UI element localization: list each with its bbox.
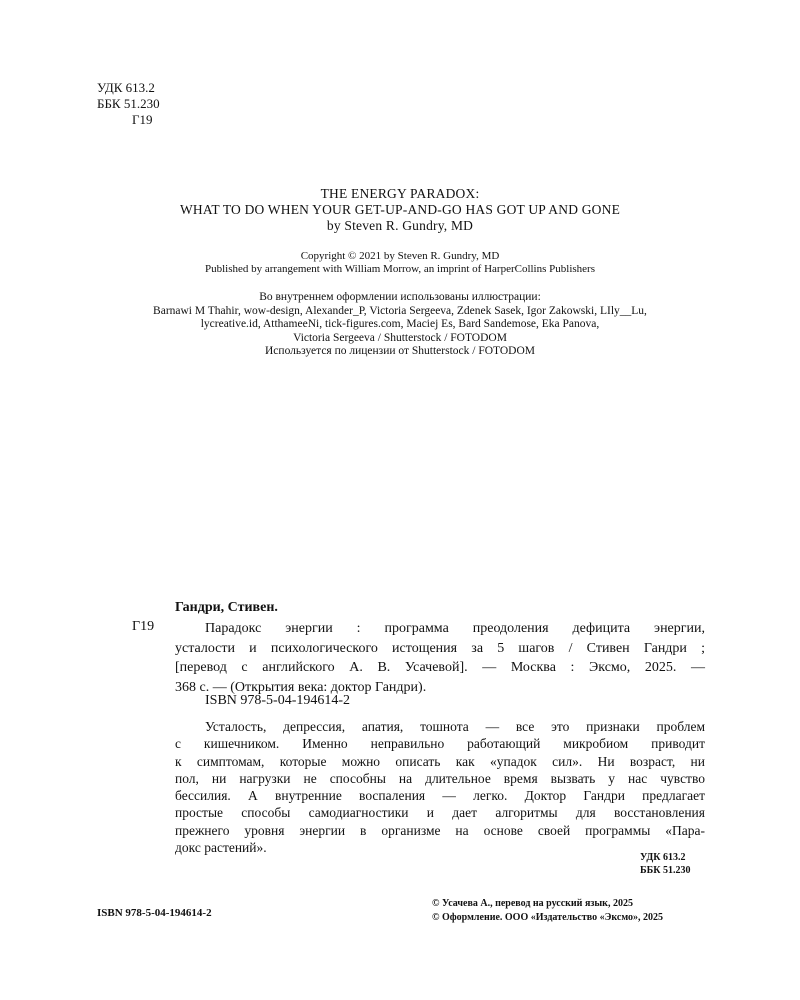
annotation-line: простые способы самодиагностики и дает алгоритмы для восстановления: [175, 805, 705, 821]
bbk-code: ББК 51.230: [97, 96, 160, 111]
copyright-block: [60, 250, 740, 276]
bibliographic-line: усталости и психологического истощения за 5 шагов / Стивен Гандри ;: [175, 640, 705, 656]
annotation-line: к симптомам, которые можно описать как «упадок сил». Ни возраст, ни: [175, 753, 705, 769]
original-title-block: [60, 186, 740, 234]
footer-copyrights: [432, 897, 663, 925]
bibliographic-mark: Г19: [132, 619, 155, 634]
classification-block-top: [97, 80, 160, 128]
copyright-line-1: Copyright © 2021 by Steven R. Gundry, MD: [300, 250, 500, 262]
udk-code: УДК 613.2: [97, 80, 155, 95]
annotation-line: с кишечником. Именно неправильно работающий микробиом приводит: [175, 736, 705, 752]
copyright-line-2: Published by arrangement with William Morrow, an imprint of HarperCollins Publishers: [204, 263, 595, 275]
original-title-line-1: THE ENERGY PARADOX:: [320, 186, 480, 201]
bibliographic-description: [175, 619, 705, 697]
copyright-translation: © Усачева А., перевод на русский язык, 2025: [432, 898, 633, 909]
udk-code-bottom: УДК 613.2: [640, 852, 686, 863]
bibliographic-line: [перевод с английского А. В. Усачевой]. — Москва : Эксмо, 2025. —: [175, 660, 705, 675]
illustrations-line-4: Victoria Sergeeva / Shutterstock / FOTODOM: [293, 331, 507, 344]
annotation-line: докс растений».: [175, 840, 267, 856]
illustrations-line-3: lycreative.id, AtthameeNi, tick-figures.com, Maciej Es, Bard Sandemose, Eka Panova,: [200, 318, 600, 330]
annotation-line: прежнего уровня энергии в организме на основе своей программы «Пара-: [175, 822, 705, 838]
bbk-code-bottom: ББК 51.230: [640, 865, 691, 876]
illustrations-line-2: Barnawi M Thahir, wow-design, Alexander_P, Victoria Sergeeva, Zdenek Sasek, Igor Zakowski, LIly__Lu,: [153, 304, 647, 317]
bibliographic-line: Парадокс энергии : программа преодоления дефицита энергии,: [205, 621, 705, 636]
illustrations-credits: [60, 291, 740, 359]
annotation-line: пол, ни нагрузки не способны на длительное время вызвать у нас чувство: [175, 770, 705, 786]
annotation-line: бессилия. А внутренние воспаления — легко. Доктор Гандри предлагает: [175, 788, 705, 804]
isbn-footer: ISBN 978-5-04-194614-2: [97, 907, 212, 919]
annotation-line: Усталость, депрессия, апатия, тошнота — все это признаки проблем: [205, 719, 705, 734]
author-mark: Г19: [132, 112, 153, 127]
bibliographic-line: 368 с. — (Открытия века: доктор Гандри).: [175, 679, 427, 695]
illustrations-line-5: Используется по лицензии от Shutterstock / FOTODOM: [265, 345, 535, 357]
illustrations-line-1: Во внутреннем оформлении использованы иллюстрации:: [259, 291, 541, 303]
isbn-main: ISBN 978-5-04-194614-2: [205, 693, 351, 708]
copyright-design: © Оформление. ООО «Издательство «Эксмо», 2025: [432, 912, 663, 923]
bibliographic-author: Гандри, Стивен.: [175, 600, 278, 615]
annotation: [175, 718, 705, 856]
original-title-line-2: WHAT TO DO WHEN YOUR GET-UP-AND-GO HAS GOT UP AND GONE: [179, 202, 621, 217]
classification-block-bottom: [640, 851, 690, 877]
original-author: by Steven R. Gundry, MD: [326, 218, 474, 233]
